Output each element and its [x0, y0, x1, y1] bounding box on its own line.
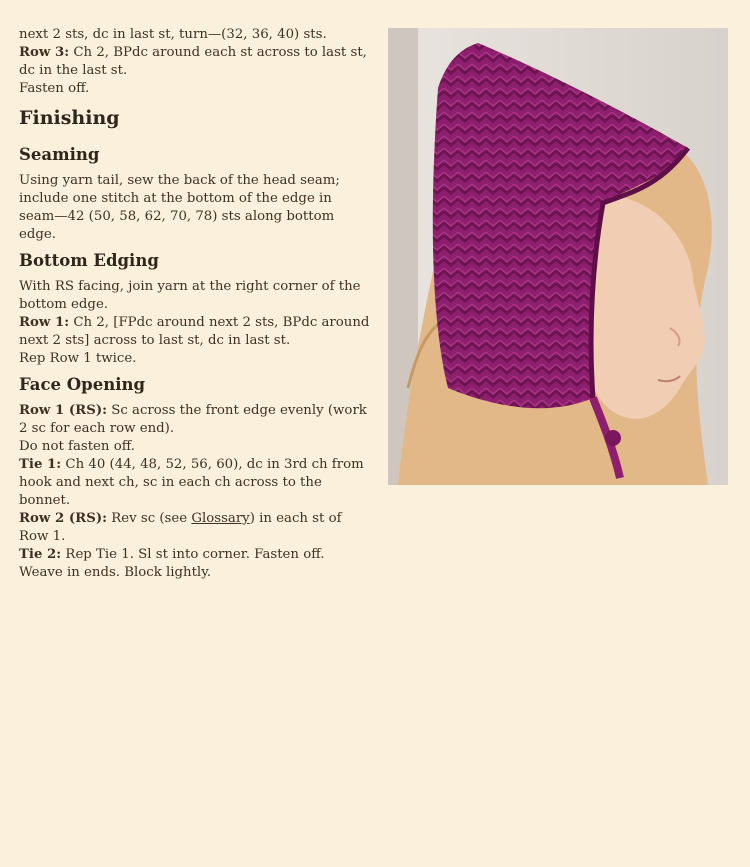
instruction-line: next 2 sts, dc in last st, turn—(32, 36, 40) sts.: [19, 27, 327, 42]
tie-text: Ch 40 (44, 48, 52, 56, 60), dc in 3rd ch from hook and next ch, sc in each ch across to the bonnet.: [19, 457, 364, 508]
bonnet-photo: [388, 28, 728, 485]
face-opening-text: [19, 402, 371, 582]
instruction-line: With RS facing, join yarn at the right corner of the bottom edge.: [19, 279, 361, 312]
tie-label: Tie 2:: [19, 547, 62, 562]
subheading-face-opening: Face Opening: [19, 375, 145, 394]
pattern-text: [19, 26, 371, 582]
row-label: Row 3:: [19, 45, 70, 60]
paragraph-continued: [19, 26, 371, 98]
row-text: ) in each st of Row 1.: [19, 511, 342, 544]
glossary-link[interactable]: Glossary: [191, 511, 250, 526]
instruction-line: Rep Row 1 twice.: [19, 351, 137, 366]
seaming-text: Using yarn tail, sew the back of the head seam; include one stitch at the bottom of the edge in seam—42 (50, 58, 62, 70, 78) sts along bottom edge.: [19, 173, 340, 242]
section-heading-finishing: Finishing: [19, 107, 120, 129]
subheading-bottom-edging: Bottom Edging: [19, 251, 159, 270]
instruction-line: Fasten off.: [19, 81, 90, 96]
bonnet-photo-illustration: [388, 28, 728, 485]
row-text: Sc across the front edge evenly (work 2 sc for each row end).: [19, 403, 367, 436]
tie-label: Tie 1:: [19, 457, 62, 472]
row-text: Ch 2, BPdc around each st across to last st, dc in the last st.: [19, 45, 367, 78]
bottom-edging-text: [19, 278, 371, 368]
row-text: Ch 2, [FPdc around next 2 sts, BPdc around next 2 sts] across to last st, dc in last st.: [19, 315, 370, 348]
row-label: Row 2 (RS):: [19, 511, 108, 526]
tie-text: Rep Tie 1. Sl st into corner. Fasten off. Weave in ends. Block lightly.: [19, 547, 325, 580]
subheading-seaming: Seaming: [19, 145, 100, 164]
row-text: Rev sc (see: [107, 511, 192, 526]
instruction-line: Do not fasten off.: [19, 439, 135, 454]
row-label: Row 1:: [19, 315, 70, 330]
row-label: Row 1 (RS):: [19, 403, 108, 418]
